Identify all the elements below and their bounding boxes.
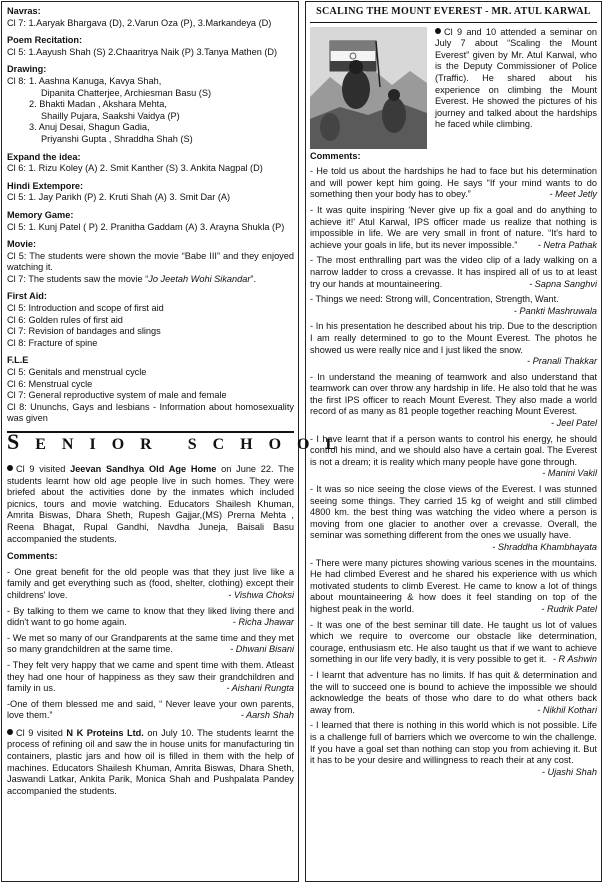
drawing-item-cont: Shailly Pujara, Saakshi Vaidya (P)	[41, 110, 180, 121]
drawing-item-cont: Dipanita Chatterjee, Archiesman Basu (S)	[41, 87, 212, 98]
comment-text: - By talking to them we came to know that they liked living there and didn't want to go home again.	[7, 605, 294, 628]
comment-item	[7, 567, 294, 602]
comment-item	[7, 633, 294, 656]
comment-item	[310, 205, 597, 251]
comment-item	[310, 166, 597, 201]
comment-text: - In his presentation he described about his trip. Due to the description I am really determined to go to the Mount Everest. The photos he showed us were really nice and I just liked the snow.	[310, 321, 597, 355]
comment-author: - Jeel Patel	[551, 418, 597, 429]
bullet-icon	[7, 465, 13, 471]
comment-text: - It was one of the best seminar till date. He taught us lot of values which we require to overcome our obstacle like determination, courage, enthusiasm etc. He also taught us that if we want to achieve something in our life very badly, it is very possible to get it.	[310, 619, 597, 665]
movie-line-1: Cl 5: The students were shown the movie “Babe III” and they enjoyed watching it.	[7, 250, 294, 273]
comment-item	[310, 484, 597, 554]
article-intro	[310, 27, 597, 149]
fle-heading: F.L.E	[7, 355, 29, 366]
comment-author: - Richa Jhawar	[232, 617, 294, 628]
fle-line: Cl 6: Menstrual cycle	[7, 378, 93, 389]
navras-heading: Navras:	[7, 6, 41, 16]
comment-author: - Ujashi Shah	[541, 766, 597, 777]
first-aid-heading: First Aid:	[7, 291, 47, 302]
drawing-heading: Drawing:	[7, 64, 47, 75]
comment-author: - Aishani Rungta	[226, 683, 294, 694]
article-title: SCALING THE MOUNT EVEREST - MR. ATUL KARWAL	[310, 6, 597, 23]
comment-item	[310, 620, 597, 666]
movie-line-2	[7, 274, 294, 286]
visit1-pre: Cl 9 visited	[16, 464, 71, 474]
comment-text: - They felt very happy that we came and spent time with them. Atleast they had one hour of happiness as they saw their grandchildren and family in us.	[7, 659, 294, 694]
hindi-heading: Hindi Extempore:	[7, 180, 84, 191]
comment-author: - Manini Vakil	[542, 468, 597, 479]
bullet-icon	[7, 729, 13, 735]
drawing-results	[7, 76, 294, 146]
right-column	[310, 6, 597, 778]
senior-school-initial: S	[7, 429, 36, 454]
comment-item	[310, 670, 597, 716]
movie-heading: Movie:	[7, 239, 37, 250]
comment-item	[7, 606, 294, 629]
comment-text: - The most enthralling part was the video clip of a lady walking on a narrow ladder to cross a crevasse. It has inspired all of us to at least try our hands at mountaineering.	[310, 255, 597, 289]
comment-author: - Pankti Mashruwala	[513, 305, 597, 316]
fle-line: Cl 7: General reproductive system of male and female	[7, 390, 227, 401]
poem-results: Cl 5: 1.Aayush Shah (S) 2.Chaaritrya Naik (P) 3.Tanya Mathen (D)	[7, 46, 278, 57]
comment-text: - It was so nice seeing the close views of the Everest. I was stunned seeing some things. They carried 15 kg of weight and still climbed 4800 km. the best thing was watching the video where a person is moving from one glacier to another over a crevasse. Overall, the seminar was something different from the ones we usually have.	[310, 484, 597, 541]
comment-item	[7, 660, 294, 695]
drawing-item: 1. Aashna Kanuga, Kavya Shah,	[29, 75, 162, 86]
left-comments-heading: Comments:	[7, 551, 58, 562]
comment-text: - Things we need: Strong will, Concentration, Strength, Want.	[310, 294, 559, 305]
comment-author: - Meet Jetly	[549, 189, 597, 200]
comment-text: -One of them blessed me and said, “ Never leave your own parents, love them.”	[7, 698, 294, 721]
first-aid-line: Cl 7: Revision of bandages and slings	[7, 326, 161, 337]
comment-item	[310, 321, 597, 367]
comment-item	[7, 699, 294, 722]
visit2-body: on July 10. The students learnt the process of refining oil and saw the in house units for manufacturing tin containers, plastic jars and how oil is filled in them with the help of machines. Educators Shailesh Khuman, Amrita Biswas, Dhara Sheth, Jaswandi Latkar, Ankita Parik, Monica Shah and Pushpalata Pandey accompanied the students.	[7, 727, 294, 796]
left-column	[7, 6, 353, 797]
comment-text: - I learnt that adventure has no limits. If has quit & determination and the will to succeed one is bound to achieve the impossible we should acknowledge the beats of those who dare to do what others back away from.	[310, 669, 597, 715]
movie-title: Jo Jeetah Wohi Sikandar	[148, 273, 251, 284]
visit1-place: Jeevan Sandhya Old Age Home	[70, 464, 217, 474]
movie-line-2-pre: Cl 7: The students saw the movie “	[7, 273, 149, 284]
navras-results: Cl 7: 1.Aaryak Bhargava (D), 2.Varun Oza (P), 3.Markandeya (D)	[7, 17, 272, 28]
comment-item	[310, 255, 597, 290]
movie-line-2-post: ”.	[250, 273, 257, 284]
senior-school-banner	[7, 429, 353, 458]
summit-photo-illustration	[310, 27, 427, 149]
everest-summit-photo	[310, 27, 427, 149]
expand-results: Cl 6: 1. Rizu Koley (A) 2. Smit Kanther (S) 3. Ankita Nagpal (D)	[7, 163, 263, 174]
poem-heading: Poem Recitation:	[7, 35, 83, 46]
comment-author: - Sapna Sanghvi	[529, 278, 597, 289]
drawing-item: 2. Bhakti Madan , Akshara Mehta,	[29, 99, 167, 110]
comment-text: - It was quite inspiring 'Never give up fix a goal and do anything to achieve it!' Atul Karwal, IPS officer made us realize that nothing is impossible in life. We are very small in front of nature. “It's hard to achieve your goals in life, but its never impossible.”	[310, 204, 597, 250]
comment-item	[310, 294, 597, 317]
expand-heading: Expand the idea:	[7, 151, 81, 162]
comment-author: - R Ashwin	[552, 654, 597, 665]
memory-heading: Memory Game:	[7, 209, 74, 220]
visit2-place: N K Proteins Ltd.	[66, 727, 144, 738]
senior-school-title: ENIOR SCHOOL	[35, 436, 353, 453]
comment-author: - Aarsh Shah	[240, 710, 294, 721]
intro-text	[435, 27, 597, 149]
visit-old-age-home	[7, 464, 294, 545]
comment-item	[310, 434, 597, 480]
memory-results: Cl 5: 1. Kunj Patel ( P) 2. Pranitha Gaddam (A) 3. Arayna Shukla (P)	[7, 221, 285, 232]
drawing-item-cont: Priyanshi Gupta , Shraddha Shah (S)	[41, 133, 193, 144]
comment-author: - Pranali Thakkar	[527, 356, 597, 367]
comment-author: - Nikhil Kothari	[537, 704, 597, 715]
intro-body: Cl 9 and 10 attended a seminar on July 7 about “Scaling the Mount Everest” given by Mr. Atul Karwal, who is the Deputy Commissioner of Police (Traffic). He shared about his experience on climbing the Mount Everest. He showed the pictures of his journey and talked about the hardships he faced while climbing.	[435, 26, 597, 130]
comment-author: - Rudrik Patel	[541, 603, 597, 614]
comment-text: - I learned that there is nothing in this world which is not possible. Life is a challenge full of barriers which we overcome to win the challenge. If you have a goal set than nothing can stop you from achieving it. But it has to be your desire and willingness to reach their at any cost.	[310, 720, 597, 766]
drawing-item: 3. Anuj Desai, Shagun Gadia,	[29, 122, 150, 133]
comment-text: - There were many pictures showing various scenes in the mountains. He had climbed Everest and he shared his experience with us which motivated students to climb Everest. He came to know a lot of things about mountaineering & how does it feel standing on top of the highest peak in the world.	[310, 557, 597, 614]
drawing-class: Cl 8:	[7, 75, 26, 86]
comment-text: - We met so many of our Grandparents at the same time and they met so many grandchildren at the same time.	[7, 632, 294, 655]
comment-item	[310, 558, 597, 616]
comment-text: - He told us about the hardships he had to face but his determination and will power kept him going. He says “If your mind wants to do something then your body has to obey.”	[310, 166, 597, 200]
fle-line: Cl 8: Ununchs, Gays and lesbians - Information about homosexuality was given	[7, 401, 294, 424]
comment-author: - Shraddha Khambhayata	[492, 542, 597, 552]
right-comments-heading: Comments:	[310, 150, 361, 161]
visit1-body: on June 22. The students learnt how old age people live in such homes. They were briefed about the activities done by the inmates which included picnics, tours and movie watching. Educators Shailesh Khuman, Amrita Biswas, Dhara Sheth, Rupesh Gajjar,(MS) Prerna Mehta , Reena Bhagat, Rupal Gandhi, Navdha Juneja, Baisali Basu accompanied the students.	[7, 464, 294, 544]
comment-text: - I have learnt that if a person wants to control his energy, he should control his mind, and we should also have a certain goal. The Everest is not a dream; it is reality which many people have gone through.	[310, 433, 597, 467]
first-aid-line: Cl 5: Introduction and scope of first aid	[7, 303, 164, 314]
comment-author: - Vishwa Choksi	[228, 589, 294, 600]
first-aid-line: Cl 8: Fracture of spine	[7, 337, 98, 348]
comment-author: - Dhwani Bisani	[230, 644, 294, 655]
fle-line: Cl 5: Genitals and menstrual cycle	[7, 367, 147, 378]
comment-author: - Netra Pathak	[537, 239, 597, 250]
comment-item	[310, 372, 597, 430]
visit-nk-proteins	[7, 728, 294, 798]
comment-text: - In understand the meaning of teamwork and also understand that teamwork can over throw any hardship in life. He also told that he was the first IPS officer to reach Mount Everest. They also made a world record of as many as 81 people together reaching Mount Everest.	[310, 371, 597, 417]
first-aid-line: Cl 6: Golden rules of first aid	[7, 314, 123, 325]
hindi-results: Cl 5: 1. Jay Parikh (P) 2. Kruti Shah (A) 3. Smit Dar (A)	[7, 192, 231, 203]
bullet-icon	[435, 28, 441, 34]
comment-text: - One great benefit for the old people was that they just live like a family and get everything such as (food, shelter, clothing) except their childrens' love.	[7, 566, 294, 600]
comment-item	[310, 720, 597, 778]
visit2-pre: Cl 9 visited	[16, 727, 67, 738]
